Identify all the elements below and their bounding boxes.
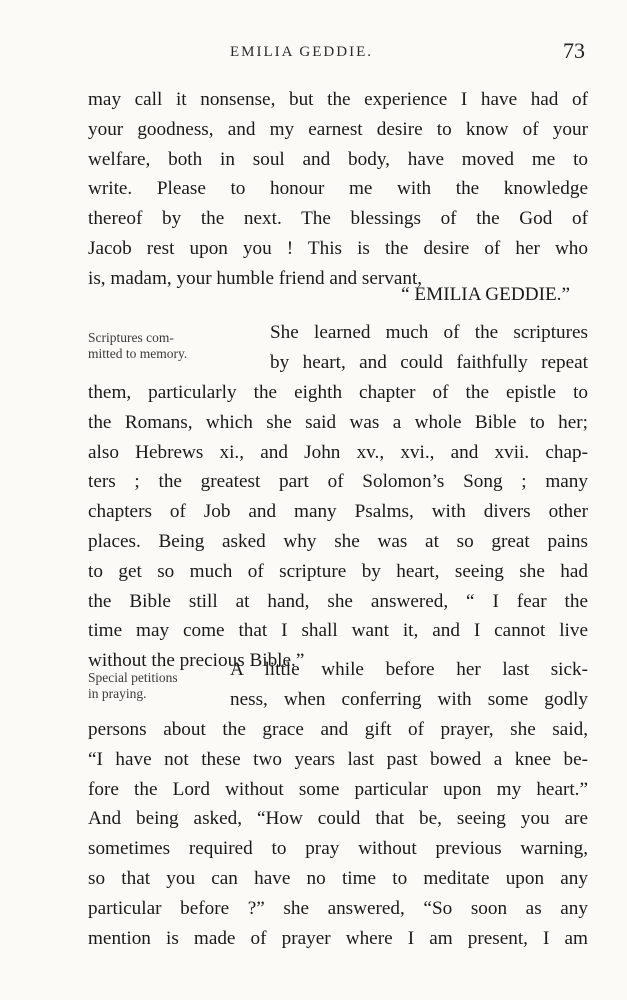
marginal-note-text: Scriptures com- mitted to memory. — [88, 330, 188, 361]
text-line: places. Being asked why she was at so great pains — [88, 530, 588, 552]
letter-signature: “ EMILIA GEDDIE.” — [401, 284, 570, 305]
text-line: “I have not these two years last past bowed a knee be- — [88, 748, 588, 770]
text-line: the Romans, which she said was a whole Bible to her; — [88, 411, 588, 433]
text-line: mention is made of prayer where I am present, I am — [88, 927, 588, 949]
scriptures-paragraph — [88, 378, 588, 676]
page-number: 73 — [563, 38, 585, 63]
text-line: also Hebrews xi., and John xv., xvi., and xvii. chap- — [88, 441, 588, 463]
text-line: without the precious Bible.” — [88, 650, 305, 672]
text-line: A little while before her last sick- — [230, 659, 588, 680]
text-line: write. Please to honour me with the knowledge — [88, 178, 588, 200]
text-line: chapters of Job and many Psalms, with divers other — [88, 501, 588, 523]
running-head — [0, 38, 627, 68]
letter-paragraph — [88, 85, 588, 294]
text-line: so that you can have no time to meditate upon any — [88, 867, 588, 889]
text-line: fore the Lord without some particular upon my heart.” — [88, 778, 588, 800]
marginal-note-petitions — [88, 670, 248, 702]
text-line: them, particularly the eighth chapter of the epistle to — [88, 382, 588, 403]
text-line: your goodness, and my earnest desire to know of your — [88, 118, 588, 140]
text-line: persons about the grace and gift of prayer, she said, — [88, 719, 588, 740]
section-lead-petitions — [230, 655, 588, 715]
petitions-paragraph — [88, 715, 588, 953]
running-title: EMILIA GEDDIE. — [230, 44, 373, 60]
text-line: ters ; the greatest part of Solomon’s Song ; many — [88, 471, 588, 493]
text-line: sometimes required to pray without previous warning, — [88, 838, 588, 860]
text-line: the Bible still at hand, she answered, “ I fear the — [88, 590, 588, 612]
marginal-note-text: Special petitions in praying. — [88, 670, 178, 701]
text-line: thereof by the next. The blessings of the God of — [88, 208, 588, 230]
section-lead-scriptures — [270, 318, 588, 378]
text-line: to get so much of scripture by heart, seeing she had — [88, 560, 588, 582]
text-line: particular before ?” she answered, “So soon as any — [88, 897, 588, 919]
text-line: welfare, both in soul and body, have moved me to — [88, 148, 588, 170]
text-line: may call it nonsense, but the experience I have had of — [88, 89, 588, 110]
text-line: Jacob rest upon you ! This is the desire of her who — [88, 237, 588, 259]
text-line: is, madam, your humble friend and servant, — [88, 267, 423, 289]
text-line: ness, when conferring with some godly — [230, 688, 588, 710]
marginal-note-scriptures — [88, 330, 248, 362]
text-line: She learned much of the scriptures — [270, 322, 588, 343]
text-line: And being asked, “How could that be, seeing you are — [88, 808, 588, 830]
text-line: time may come that I shall want it, and I cannot live — [88, 620, 588, 642]
text-line: by heart, and could faithfully repeat — [270, 351, 588, 373]
